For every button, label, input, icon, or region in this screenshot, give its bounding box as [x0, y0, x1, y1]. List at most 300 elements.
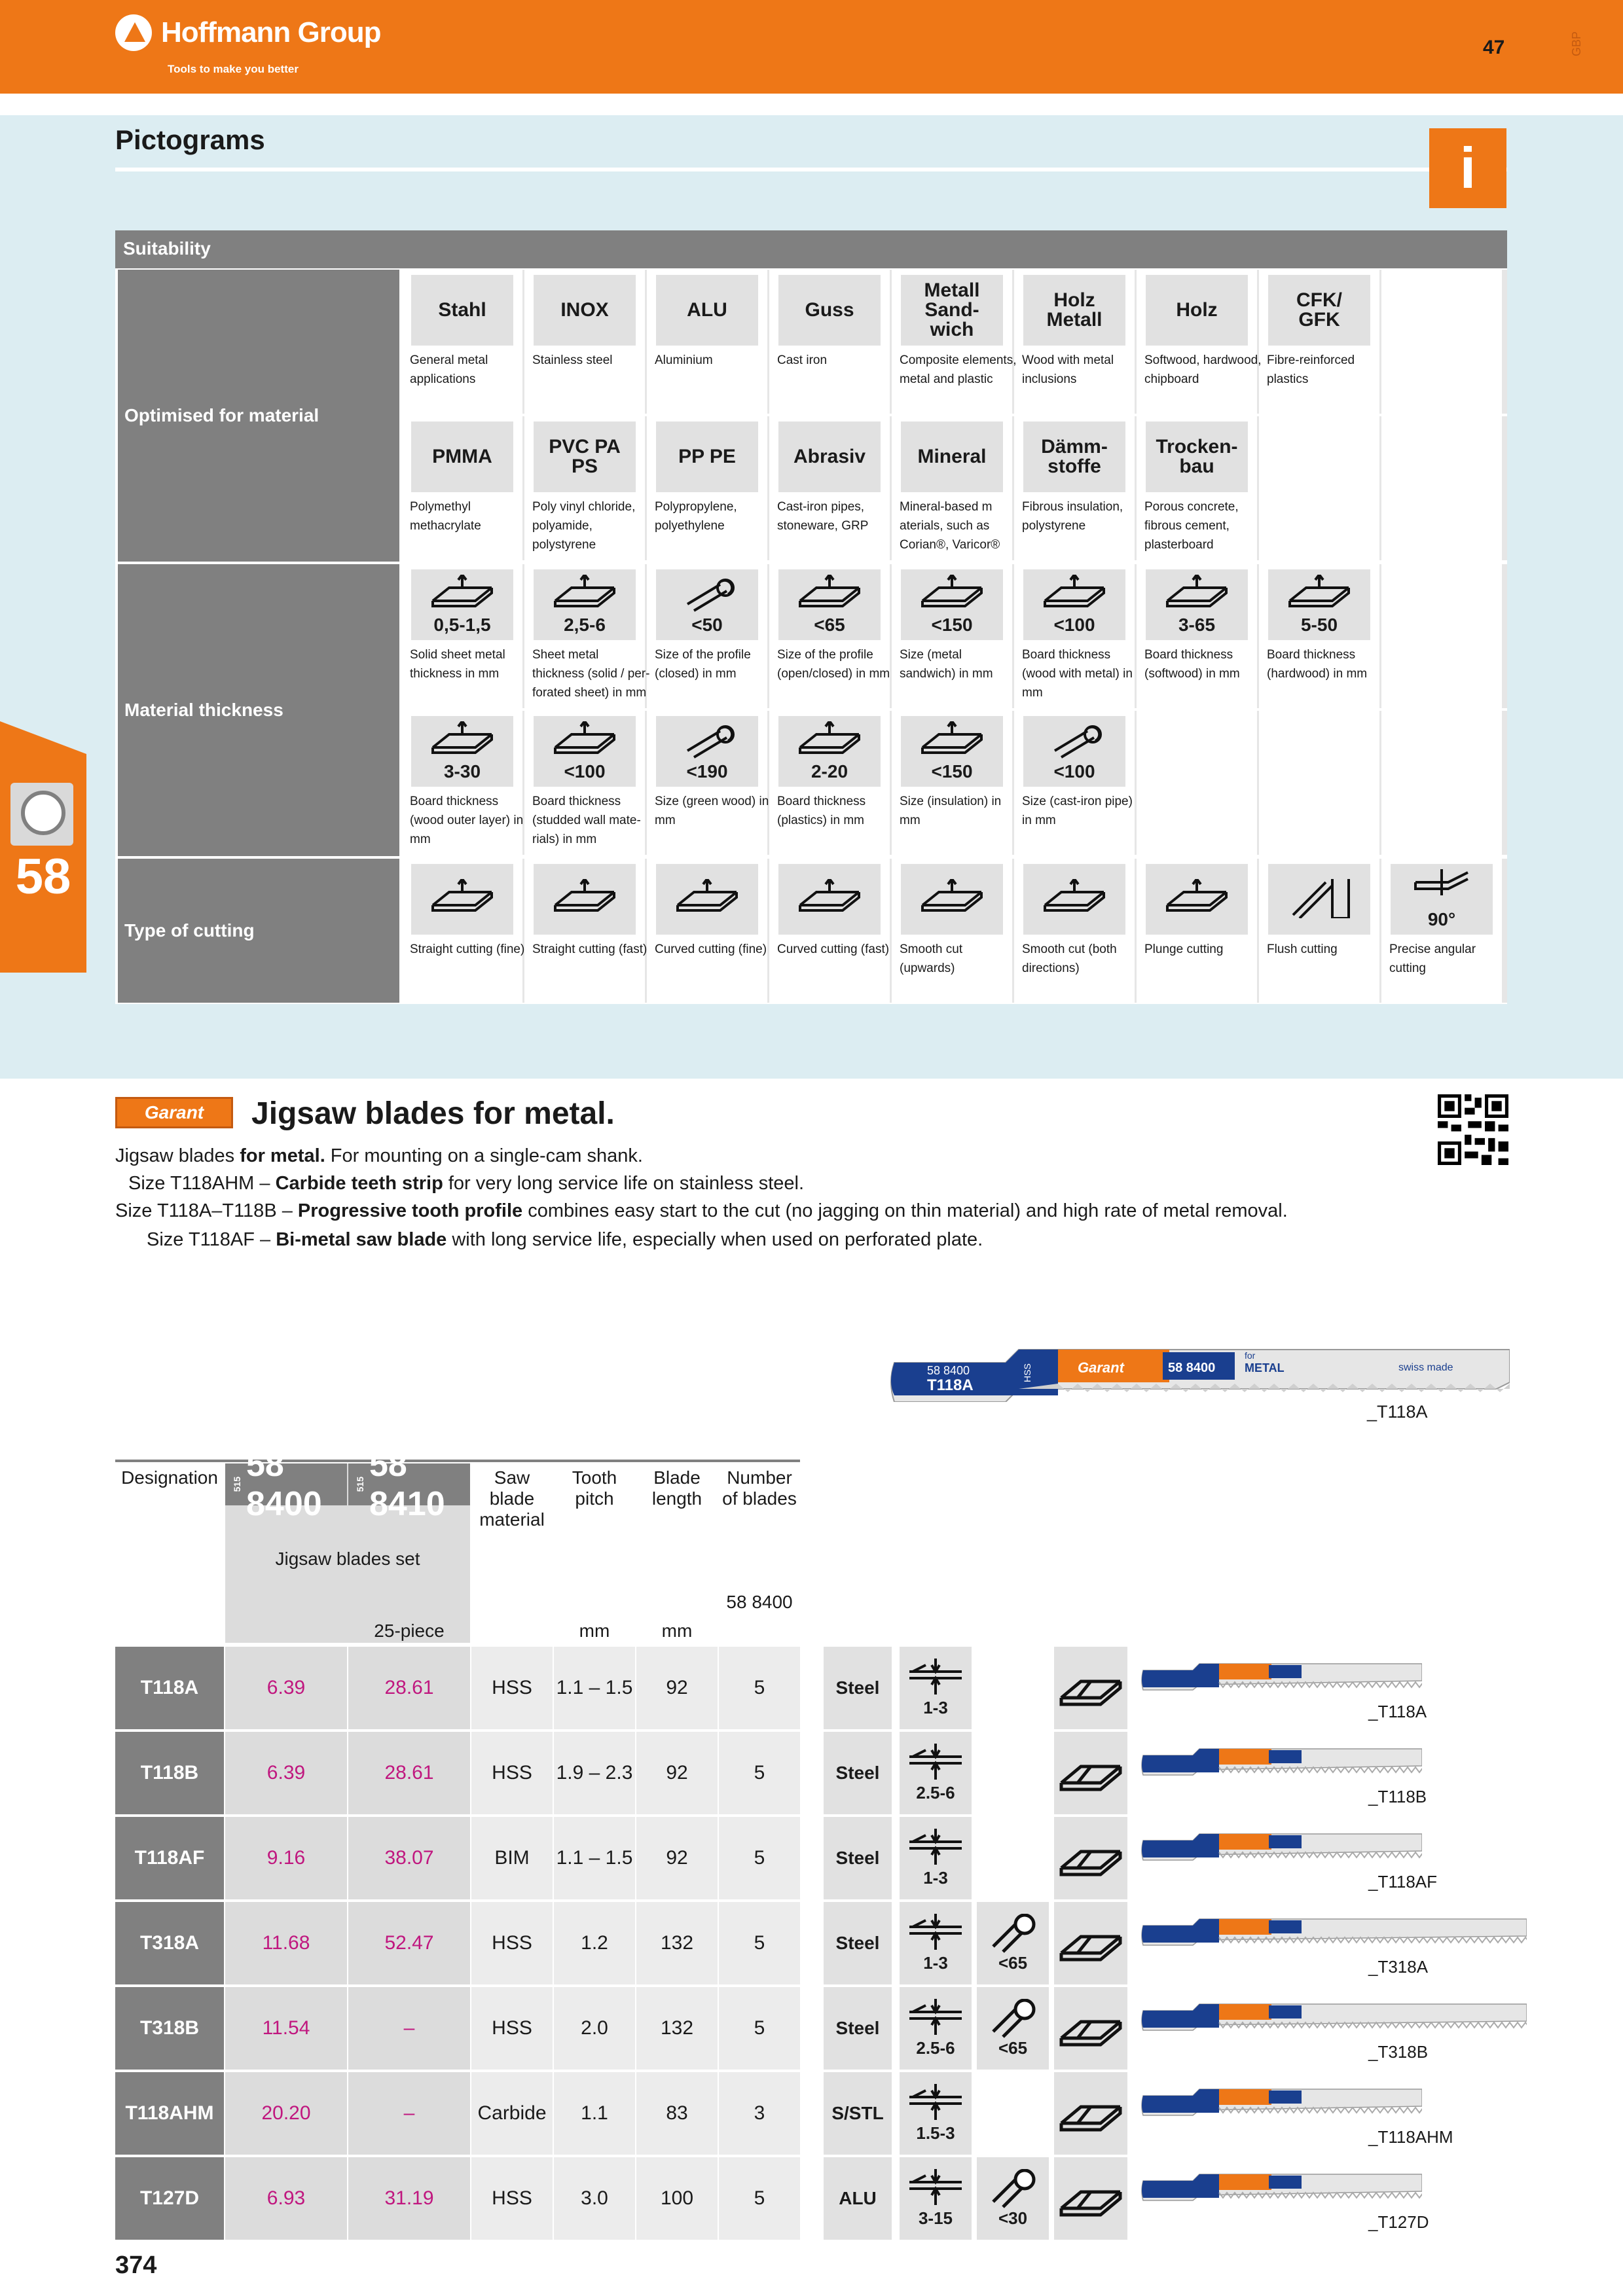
- outer-layer-icon: [429, 721, 495, 761]
- number-cell: 5: [719, 1817, 800, 1899]
- blade-label: _T118AHM: [1368, 2127, 1453, 2147]
- thickness-value: 2.5-6: [916, 2037, 955, 2058]
- pictogram-value: <65: [814, 615, 845, 635]
- page-number: 374: [115, 2251, 157, 2279]
- price-single-cell: 9.16: [225, 1817, 347, 1899]
- straight-fast-icon: [552, 879, 617, 918]
- thickness-value: 1-3: [923, 1867, 948, 1888]
- table-row[interactable]: [115, 2157, 800, 2242]
- number-cell: 5: [719, 1987, 800, 2070]
- material-category: Steel: [824, 1902, 892, 1984]
- pictogram-description: Size (cast-iron pipe) in mm: [1022, 795, 1133, 827]
- pictogram[interactable]: [411, 569, 513, 640]
- pictogram[interactable]: [534, 422, 636, 492]
- pictogram-description: Sheet metal thickness (solid / per- forated sheet) in mm: [532, 648, 650, 700]
- pictogram-description: Size of the profile (closed) in mm: [655, 648, 751, 681]
- pictogram-value: <190: [686, 761, 728, 781]
- pictogram-description: Plunge cutting: [1144, 942, 1224, 956]
- blade-length-cell: 92: [636, 1647, 718, 1729]
- blade-label: _T127D: [1368, 2212, 1429, 2232]
- profile-pictogram: [977, 1987, 1049, 2070]
- pictogram[interactable]: [656, 864, 758, 935]
- pictogram[interactable]: [1146, 275, 1248, 346]
- table-cell: [1381, 270, 1502, 414]
- col-material: Saw blade material: [479, 1467, 545, 1530]
- pictogram-value: <50: [691, 615, 723, 635]
- pictogram-description: General metal applications: [410, 353, 488, 386]
- straight-cut-icon: [1058, 2005, 1123, 2051]
- profile-value: <30: [998, 2208, 1028, 2228]
- material-cell: HSS: [471, 1902, 553, 1984]
- cutting-pictogram: [1054, 1817, 1127, 1899]
- thickness-pictogram: [900, 1987, 972, 2070]
- brand-logo[interactable]: [115, 14, 381, 51]
- material-thickness-icon: [906, 2084, 965, 2123]
- cutting-pictogram: [1054, 1987, 1127, 2070]
- price-single-cell: 11.54: [225, 1987, 347, 2070]
- pictogram[interactable]: [1146, 422, 1248, 492]
- pictogram[interactable]: [901, 716, 1003, 787]
- insulation-icon: [919, 721, 985, 761]
- pictogram[interactable]: [1023, 716, 1125, 787]
- blade-image: [1140, 2172, 1422, 2205]
- price-set-cell: 31.19: [348, 2157, 470, 2240]
- number-cell: 5: [719, 1902, 800, 1984]
- profile-pictogram: [977, 2157, 1049, 2240]
- price-single-cell: 6.39: [225, 1732, 347, 1814]
- pictogram[interactable]: [1146, 864, 1248, 935]
- col-number: Number of blades: [722, 1467, 797, 1509]
- table-cell: [1381, 711, 1502, 855]
- pictogram-value: 0,5-1,5: [433, 615, 491, 635]
- straight-cut-icon: [1058, 1920, 1123, 1966]
- designation-cell: T118AF: [115, 1817, 224, 1899]
- section-title: Pictograms: [115, 124, 265, 155]
- saw-blade-icon: [10, 783, 73, 846]
- pictogram-value: 90°: [1427, 909, 1456, 929]
- table-cell: [1381, 564, 1502, 708]
- pictogram[interactable]: [411, 275, 513, 346]
- group-cutting: Type of cutting: [118, 859, 399, 1003]
- pictogram-value: <150: [931, 615, 973, 635]
- profile-icon: [797, 575, 862, 614]
- table-row[interactable]: [115, 1732, 800, 1817]
- svg-text:swiss made: swiss made: [1398, 1362, 1453, 1373]
- number-cell: 5: [719, 1647, 800, 1729]
- material-cell: Carbide: [471, 2072, 553, 2155]
- perforated-sheet-icon: [552, 575, 617, 614]
- pictogram-description: Mineral-based m aterials, such as Corian®, Varicor®: [900, 500, 1000, 552]
- blade-label: _T118AF: [1368, 1872, 1438, 1892]
- material-label: Mineral: [917, 446, 987, 467]
- price-set-cell: 28.61: [348, 1647, 470, 1729]
- cutting-pictogram: [1054, 1647, 1127, 1729]
- set-label: Jigsaw blades set: [275, 1549, 420, 1569]
- desc-line-2: Size T118AHM – Carbide teeth strip for very long service life on stainless steel.: [128, 1173, 805, 1194]
- number-ref: 58 8400: [726, 1592, 793, 1612]
- pictogram-description: Board thickness (hardwood) in mm: [1267, 648, 1368, 681]
- svg-text:58 8400: 58 8400: [927, 1364, 970, 1377]
- group-thickness: Material thickness: [118, 564, 399, 856]
- pictogram[interactable]: [1023, 864, 1125, 935]
- material-label: PP PE: [678, 446, 736, 467]
- desc-line-1: Jigsaw blades for metal. For mounting on a single-cam shank.: [115, 1145, 643, 1166]
- designation-cell: T118B: [115, 1732, 224, 1814]
- table-row[interactable]: [115, 1987, 800, 2072]
- thickness-value: 1-3: [923, 1697, 948, 1717]
- tube-profile-icon: [987, 1914, 1039, 1953]
- pictogram-description: Flush cutting: [1267, 942, 1338, 956]
- blade-image: [1140, 1746, 1422, 1780]
- pictogram[interactable]: [534, 864, 636, 935]
- product-title: Jigsaw blades for metal.: [251, 1096, 615, 1131]
- smooth-both-icon: [1042, 879, 1107, 918]
- material-thickness-icon: [906, 1829, 965, 1868]
- thickness-pictogram: [900, 1732, 972, 1814]
- pictogram[interactable]: [411, 716, 513, 787]
- material-category: Steel: [824, 1817, 892, 1899]
- svg-text:for: for: [1245, 1350, 1256, 1361]
- material-cell: BIM: [471, 1817, 553, 1899]
- art-no-2: 515 58 8410: [348, 1463, 470, 1505]
- blade-length-cell: 83: [636, 2072, 718, 2155]
- price-set-cell: 28.61: [348, 1732, 470, 1814]
- material-cell: HSS: [471, 1647, 553, 1729]
- pictogram-value: <100: [1053, 615, 1095, 635]
- col-blade-length: Blade length: [651, 1467, 702, 1509]
- tooth-pitch-cell: 1.2: [554, 1902, 635, 1984]
- material-category: Steel: [824, 1647, 892, 1729]
- cutting-pictogram: [1054, 1732, 1127, 1814]
- material-label: Dämm- stoffe: [1041, 436, 1108, 477]
- curved-fast-icon: [797, 879, 862, 918]
- plunge-icon: [1164, 879, 1230, 918]
- blade-image: [1140, 1916, 1527, 1950]
- blade-length-cell: 92: [636, 1732, 718, 1814]
- pieces-label: 25-piece: [374, 1621, 445, 1641]
- qr-code-icon[interactable]: [1438, 1094, 1508, 1165]
- material-thickness-icon: [906, 1659, 965, 1698]
- pictogram[interactable]: [901, 569, 1003, 640]
- profile-pictogram: [977, 1902, 1049, 1984]
- thickness-value: 1-3: [923, 1952, 948, 1973]
- pictogram-description: Size (insulation) in mm: [900, 795, 1002, 827]
- table-cell: [1381, 416, 1502, 560]
- material-label: PMMA: [432, 446, 492, 467]
- blade-image: [1140, 2087, 1422, 2120]
- pictogram[interactable]: [1146, 569, 1248, 640]
- thickness-pictogram: [900, 1647, 972, 1729]
- price-set-cell: 52.47: [348, 1902, 470, 1984]
- pictogram-description: Wood with metal inclusions: [1022, 353, 1114, 386]
- thickness-value: 2.5-6: [916, 1782, 955, 1803]
- blade-image: [1140, 1661, 1422, 1695]
- language-code: GBP: [1570, 31, 1583, 56]
- pictogram[interactable]: [1023, 569, 1125, 640]
- blade-length-cell: 92: [636, 1817, 718, 1899]
- cutting-pictogram: [1054, 2072, 1127, 2155]
- material-label: CFK/ GFK: [1296, 289, 1342, 331]
- material-category: Steel: [824, 1732, 892, 1814]
- garant-logo: Garant: [115, 1097, 233, 1128]
- pictogram-description: Softwood, hardwood, chipboard: [1144, 353, 1262, 386]
- table-row[interactable]: [115, 1902, 800, 1987]
- blade-label: _T118A: [1368, 1702, 1427, 1721]
- blade-image: [1140, 2001, 1527, 2035]
- plastic-board-icon: [797, 721, 862, 761]
- sheet-icon: [429, 575, 495, 614]
- log-icon: [674, 721, 740, 761]
- pictogram-description: Stainless steel: [532, 353, 613, 367]
- material-category: Steel: [824, 1987, 892, 2070]
- blade-large-label: _T118A: [1367, 1402, 1428, 1422]
- blade-length-cell: 100: [636, 2157, 718, 2240]
- pictogram[interactable]: [656, 275, 758, 346]
- pictogram-description: Size (metal sandwich) in mm: [900, 648, 993, 681]
- designation-cell: T118A: [115, 1647, 224, 1729]
- tube-profile-icon: [987, 2169, 1039, 2208]
- pictogram[interactable]: [1268, 569, 1370, 640]
- sandwich-icon: [919, 575, 985, 614]
- brand-tagline: Tools to make you better: [168, 63, 299, 75]
- profile-value: <65: [998, 1952, 1028, 1973]
- tooth-pitch-cell: 2.0: [554, 1987, 635, 2070]
- pictogram-value: <150: [931, 761, 973, 781]
- unit-tooth-pitch: mm: [579, 1621, 610, 1641]
- pictogram-description: Size (green wood) in mm: [655, 795, 769, 827]
- hoffmann-logo-icon: [115, 14, 152, 51]
- pictogram-description: Poly vinyl chloride, polyamide, polystyrene: [532, 500, 636, 552]
- price-single-cell: 20.20: [225, 2072, 347, 2155]
- pictogram-description: Board thickness (wood outer layer) in mm: [410, 795, 524, 846]
- material-category: S/STL: [824, 2072, 892, 2155]
- blade-length-cell: 132: [636, 1987, 718, 2070]
- svg-text:58 8400: 58 8400: [1168, 1361, 1216, 1375]
- thickness-pictogram: [900, 2157, 972, 2240]
- material-label: Guss: [805, 299, 854, 321]
- softwood-icon: [1164, 575, 1230, 614]
- material-label: Holz: [1176, 299, 1218, 321]
- pictogram-value: 2,5-6: [564, 615, 606, 635]
- pictogram-description: Smooth cut (upwards): [900, 942, 963, 975]
- pictogram[interactable]: [778, 716, 881, 787]
- col-designation: Designation: [121, 1467, 218, 1488]
- studded-wall-icon: [552, 721, 617, 761]
- blade-label: _T318B: [1368, 2042, 1429, 2062]
- straight-cut-icon: [1058, 1665, 1123, 1711]
- pictogram[interactable]: [778, 422, 881, 492]
- brand-name: Hoffmann Group: [161, 16, 381, 48]
- material-cell: HSS: [471, 1732, 553, 1814]
- number-cell: 5: [719, 2157, 800, 2240]
- pictogram-value: <100: [564, 761, 606, 781]
- svg-text:Garant: Garant: [1078, 1359, 1124, 1376]
- pictogram-description: Smooth cut (both directions): [1022, 942, 1117, 975]
- blade-image: [1140, 1831, 1422, 1865]
- profile-value: <65: [998, 2037, 1028, 2058]
- material-thickness-icon: [906, 1914, 965, 1953]
- thickness-value: 3-15: [918, 2208, 953, 2228]
- pictogram-description: Polymethyl methacrylate: [410, 500, 481, 533]
- table-cell: [1259, 416, 1379, 560]
- pictogram[interactable]: [1023, 422, 1125, 492]
- table-row[interactable]: [115, 1817, 800, 1902]
- straight-cut-icon: [1058, 2176, 1123, 2221]
- pictogram-description: Board thickness (wood with metal) in mm: [1022, 648, 1133, 700]
- material-label: Metall Sand- wich: [924, 279, 980, 340]
- curved-fine-icon: [674, 879, 740, 918]
- table-cell: [1259, 711, 1379, 855]
- pictogram-description: Curved cutting (fast): [777, 942, 890, 956]
- table-cell: [1137, 711, 1257, 855]
- cutting-pictogram: [1054, 2157, 1127, 2240]
- pictogram-value: 3-65: [1178, 615, 1216, 635]
- pictogram[interactable]: [411, 422, 513, 492]
- pictogram[interactable]: [656, 422, 758, 492]
- pictogram-description: Straight cutting (fast): [532, 942, 647, 956]
- pictogram-value: 5-50: [1300, 615, 1338, 635]
- table-row[interactable]: [115, 2072, 800, 2157]
- pictogram-description: Solid sheet metal thickness in mm: [410, 648, 505, 681]
- material-label: Stahl: [438, 299, 486, 321]
- chapter-number: 58: [15, 849, 71, 905]
- pictogram[interactable]: [1023, 275, 1125, 346]
- pictogram[interactable]: [778, 275, 881, 346]
- pictogram-value: 3-30: [443, 761, 481, 781]
- title-divider: [115, 168, 1507, 171]
- pictogram[interactable]: [1391, 864, 1493, 935]
- tooth-pitch-cell: 1.1 – 1.5: [554, 1647, 635, 1729]
- pictogram[interactable]: [901, 422, 1003, 492]
- blade-length-cell: 132: [636, 1902, 718, 1984]
- pictogram[interactable]: [1268, 864, 1370, 935]
- pictogram[interactable]: [411, 864, 513, 935]
- svg-text:HSS: HSS: [1022, 1363, 1032, 1382]
- straight-cut-icon: [1058, 2090, 1123, 2136]
- thickness-pictogram: [900, 1817, 972, 1899]
- pictogram-description: Composite elements, metal and plastic: [900, 353, 1017, 386]
- pictogram[interactable]: [901, 275, 1003, 346]
- material-thickness-icon: [906, 2169, 965, 2208]
- pictogram-description: Fibrous insulation, polystyrene: [1022, 500, 1123, 533]
- pictogram-description: Size of the profile (open/closed) in mm: [777, 648, 890, 681]
- pictogram-value: <100: [1053, 761, 1095, 781]
- thickness-pictogram: [900, 2072, 972, 2155]
- pictogram[interactable]: [534, 716, 636, 787]
- pictogram-description: Cast iron: [777, 353, 828, 367]
- flush-icon: [1286, 879, 1352, 918]
- pictogram[interactable]: [656, 569, 758, 640]
- table-title: Suitability: [115, 230, 1507, 268]
- price-set-cell: –: [348, 1987, 470, 2070]
- blade-label: _T318A: [1368, 1957, 1429, 1977]
- pictogram[interactable]: [656, 716, 758, 787]
- pictogram-description: Polypropylene, polyethylene: [655, 500, 737, 533]
- chapter-tab[interactable]: [0, 721, 86, 973]
- material-cell: HSS: [471, 2157, 553, 2240]
- pipe-icon: [1042, 721, 1107, 761]
- number-cell: 3: [719, 2072, 800, 2155]
- pictogram[interactable]: [534, 569, 636, 640]
- price-set-cell: –: [348, 2072, 470, 2155]
- price-set-cell: 38.07: [348, 1817, 470, 1899]
- desc-line-4: Size T118AF – Bi-metal saw blade with long service life, especially when used on perforated plate.: [147, 1229, 983, 1250]
- pictogram-description: Board thickness (studded wall mate- rials) in mm: [532, 795, 641, 846]
- thickness-value: 1.5-3: [916, 2123, 955, 2143]
- tooth-pitch-cell: 1.1 – 1.5: [554, 1817, 635, 1899]
- pictogram[interactable]: [778, 569, 881, 640]
- desc-line-3: Size T118A–T118B – Progressive tooth profile combines easy start to the cut (no jagging on thin material) and high rate of metal removal.: [115, 1200, 1288, 1221]
- material-label: Holz Metall: [1046, 289, 1103, 331]
- pictogram-description: Cast-iron pipes, stoneware, GRP: [777, 500, 869, 533]
- cutting-pictogram: [1054, 1902, 1127, 1984]
- wood-metal-icon: [1042, 575, 1107, 614]
- tooth-pitch-cell: 1.1: [554, 2072, 635, 2155]
- material-label: INOX: [560, 299, 609, 321]
- tube-profile-icon: [987, 1999, 1039, 2038]
- designation-cell: T318A: [115, 1902, 224, 1984]
- svg-text:METAL: METAL: [1245, 1361, 1285, 1374]
- col-tooth-pitch: Tooth pitch: [572, 1467, 617, 1509]
- price-single-cell: 6.93: [225, 2157, 347, 2240]
- tube-icon: [674, 575, 740, 614]
- designation-cell: T318B: [115, 1987, 224, 2070]
- smooth-up-icon: [919, 879, 985, 918]
- page-number-top: 47: [1483, 37, 1505, 58]
- unit-length: mm: [661, 1621, 693, 1641]
- pictogram-description: Fibre-reinforced plastics: [1267, 353, 1355, 386]
- material-label: PVC PA PS: [549, 436, 621, 477]
- price-single-cell: 11.68: [225, 1902, 347, 1984]
- svg-text:T118A: T118A: [927, 1376, 974, 1394]
- info-icon[interactable]: i: [1429, 128, 1506, 208]
- pictogram[interactable]: [534, 275, 636, 346]
- number-cell: 5: [719, 1732, 800, 1814]
- material-thickness-icon: [906, 1744, 965, 1783]
- hardwood-icon: [1286, 575, 1352, 614]
- pictogram-description: Board thickness (plastics) in mm: [777, 795, 866, 827]
- material-cell: HSS: [471, 1987, 553, 2070]
- angle-icon: [1409, 869, 1474, 908]
- thickness-pictogram: [900, 1902, 972, 1984]
- straight-fine-icon: [429, 879, 495, 918]
- pictogram[interactable]: [901, 864, 1003, 935]
- material-label: ALU: [687, 299, 727, 321]
- designation-cell: T118AHM: [115, 2072, 224, 2155]
- pictogram-description: Straight cutting (fine): [410, 942, 525, 956]
- pictogram-description: Board thickness (softwood) in mm: [1144, 648, 1240, 681]
- art-no-1: 515 58 8400: [225, 1463, 347, 1505]
- pictogram-description: Porous concrete, fibrous cement, plasterboard: [1144, 500, 1239, 552]
- pictogram[interactable]: [778, 864, 881, 935]
- designation-cell: T127D: [115, 2157, 224, 2240]
- pictogram[interactable]: [1268, 275, 1370, 346]
- material-category: ALU: [824, 2157, 892, 2240]
- material-label: Trocken- bau: [1156, 436, 1238, 477]
- blade-label: _T118B: [1368, 1787, 1427, 1806]
- straight-cut-icon: [1058, 1750, 1123, 1796]
- pictogram-description: Curved cutting (fine): [655, 942, 767, 956]
- material-thickness-icon: [906, 1999, 965, 2038]
- pictogram-value: 2-20: [811, 761, 848, 781]
- tooth-pitch-cell: 3.0: [554, 2157, 635, 2240]
- table-row[interactable]: [115, 1647, 800, 1732]
- pictogram-description: Precise angular cutting: [1389, 942, 1476, 975]
- material-label: Abrasiv: [793, 446, 866, 467]
- price-single-cell: 6.39: [225, 1647, 347, 1729]
- group-material: Optimised for material: [118, 270, 399, 562]
- pictogram-description: Aluminium: [655, 353, 713, 367]
